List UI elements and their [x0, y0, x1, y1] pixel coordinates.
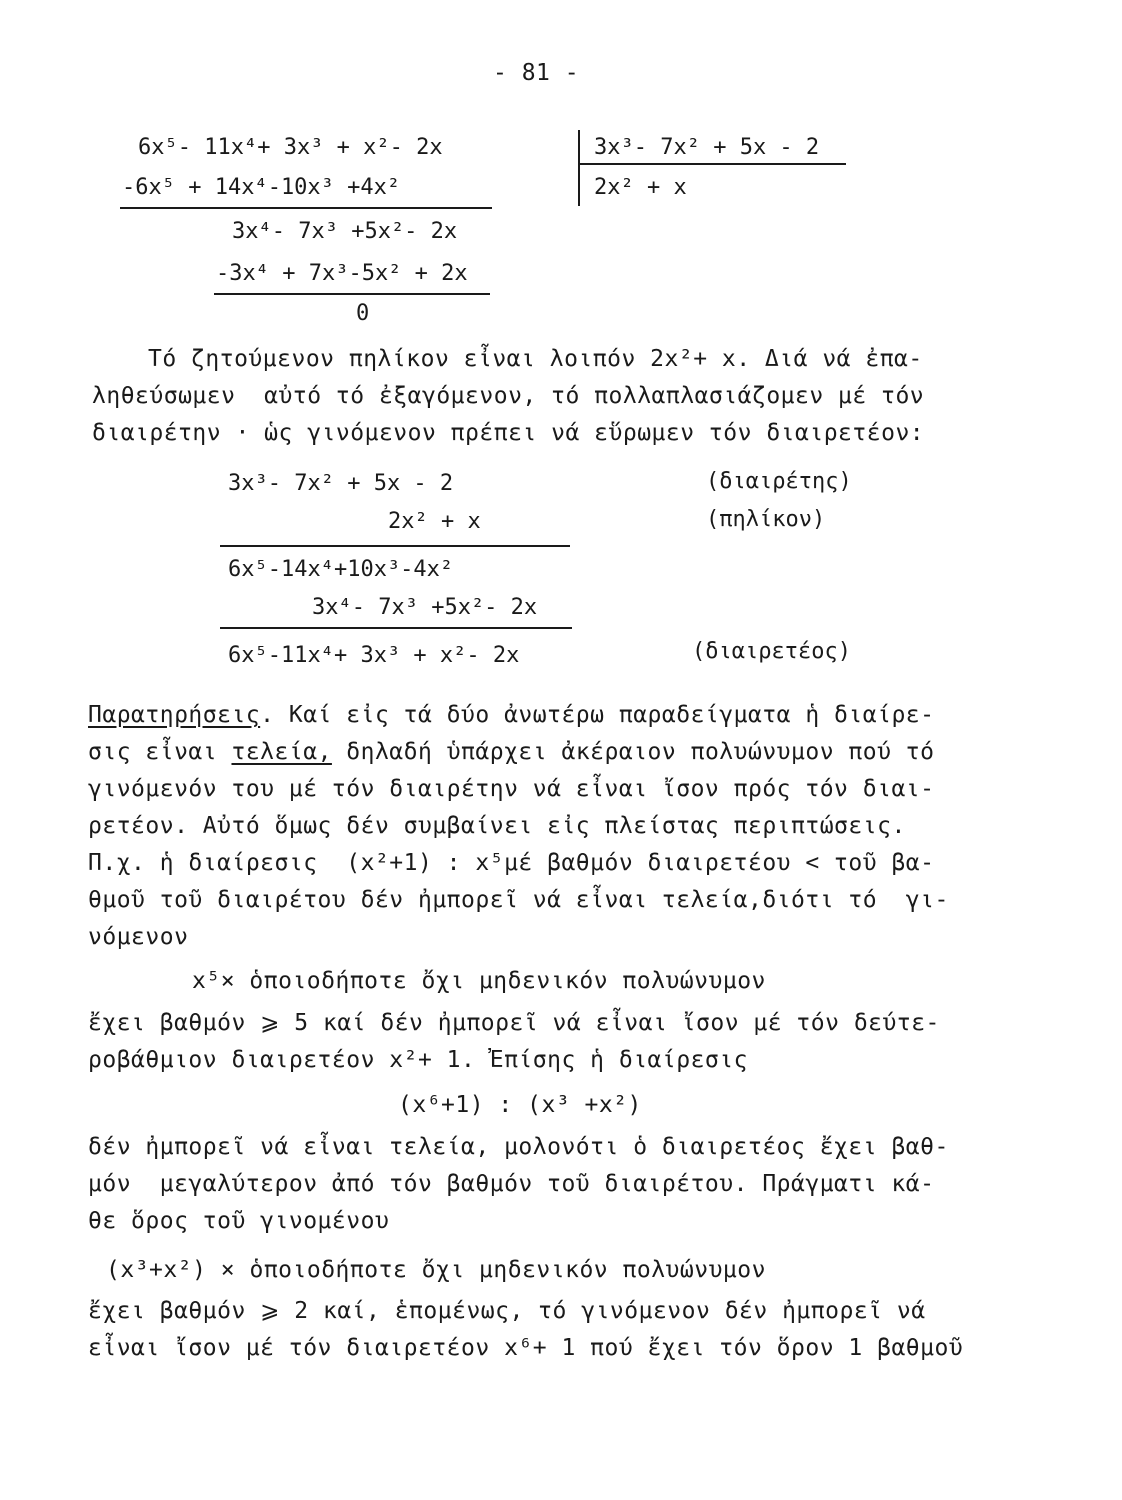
text-line: x⁵× ὁποιοδήποτε ὄχι μηδενικόν πολυώνυμον — [192, 968, 766, 994]
remarks-heading: Παρατηρήσεις — [88, 702, 261, 728]
text-line: Τό ζητούμενον πηλίκον εἶναι λοιπόν 2x²+ x. Διά νά ἐπα- — [148, 346, 923, 372]
label-quotient: (πηλίκον) — [706, 507, 826, 532]
text-line: (x³+x²) × ὁποιοδήποτε ὄχι μηδενικόν πολυώνυμον — [106, 1257, 766, 1283]
label-dividend: (διαιρετέος) — [692, 639, 851, 664]
text-line: ἔχει βαθμόν ⩾ 5 καί δέν ἠμπορεῖ νά εἶναι ἴσον μέ τόν δεύτε- — [88, 1010, 940, 1036]
text-line: ἔχει βαθμόν ⩾ 2 καί, ἑπομένως, τό γινόμενον δέν ἠμπορεῖ νά — [88, 1298, 926, 1324]
division-rule-1 — [120, 207, 492, 209]
text-line: ληθεύσωμεν αὐτό τό ἐξαγόμενον, τό πολλαπλασιάζομεν μέ τόν — [92, 383, 925, 409]
text-line: γινόμενόν του μέ τόν διαιρέτην νά εἶναι ἴσον πρός τόν διαι- — [88, 776, 935, 802]
text-line: Παρατηρήσεις. Καί εἰς τά δύο ἀνωτέρω παραδείγματα ἡ διαίρε- — [88, 702, 935, 728]
text-line: ροβάθμιον διαιρετέον x²+ 1. Ἐπίσης ἡ διαίρεσις — [88, 1047, 748, 1073]
label-divisor: (διαιρέτης) — [706, 469, 852, 494]
verify-partial-2: 3x⁴- 7x³ +5x²- 2x — [312, 595, 538, 620]
quotient: 2x² + x — [594, 175, 687, 200]
text-line: δέν ἠμπορεῖ νά εἶναι τελεία, μολονότι ὁ διαιρετέος ἔχει βαθ- — [88, 1134, 949, 1160]
text-line: (x⁶+1) : (x³ +x²) — [398, 1092, 642, 1118]
division-step-3: -3x⁴ + 7x³-5x² + 2x — [216, 261, 468, 286]
emphasis-teleia: τελεία, — [231, 739, 332, 765]
text-line: εἶναι ἴσον μέ τόν διαιρετέον x⁶+ 1 πού ἔχει τόν ὅρον 1 βαθμοῦ — [88, 1335, 964, 1361]
dividend: 6x⁵- 11x⁴+ 3x³ + x²- 2x — [138, 135, 443, 160]
divisor: 3x³- 7x² + 5x - 2 — [594, 135, 820, 160]
text-line: σις εἶναι τελεία, δηλαδή ὑπάρχει ἀκέραιον πολυώνυμον πού τό — [88, 739, 935, 765]
verify-quotient: 2x² + x — [388, 509, 481, 534]
text-line: θμοῦ τοῦ διαιρέτου δέν ἠμπορεῖ νά εἶναι τελεία,διότι τό γι- — [88, 887, 949, 913]
text-line: διαιρέτην · ὡς γινόμενον πρέπει νά εὕρωμεν τόν διαιρετέον: — [92, 420, 925, 446]
text-line: Π.χ. ἡ διαίρεσις (x²+1) : x⁵μέ βαθμόν διαιρετέου < τοῦ βα- — [88, 850, 935, 876]
verify-rule-1 — [220, 545, 570, 547]
divisor-rule — [580, 163, 846, 165]
division-step-2: 3x⁴- 7x³ +5x²- 2x — [232, 219, 458, 244]
text-line: νόμενον — [88, 924, 189, 950]
text-line: θε ὅρος τοῦ γινομένου — [88, 1208, 390, 1234]
text-line: μόν μεγαλύτερον ἀπό τόν βαθμόν τοῦ διαιρέτου. Πράγματι κά- — [88, 1171, 935, 1197]
text-line: ρετέον. Αὐτό ὅμως δέν συμβαίνει εἰς πλείστας περιπτώσεις. — [88, 813, 906, 839]
verify-divisor: 3x³- 7x² + 5x - 2 — [228, 471, 454, 496]
verify-rule-2 — [220, 627, 572, 629]
remainder: 0 — [356, 301, 370, 326]
verify-product: 6x⁵-11x⁴+ 3x³ + x²- 2x — [228, 643, 520, 668]
division-bracket — [578, 130, 580, 206]
division-step-1: -6x⁵ + 14x⁴-10x³ +4x² — [122, 175, 401, 200]
verify-partial-1: 6x⁵-14x⁴+10x³-4x² — [228, 557, 454, 582]
division-rule-2 — [214, 293, 490, 295]
page-number: - 81 - — [493, 60, 580, 86]
